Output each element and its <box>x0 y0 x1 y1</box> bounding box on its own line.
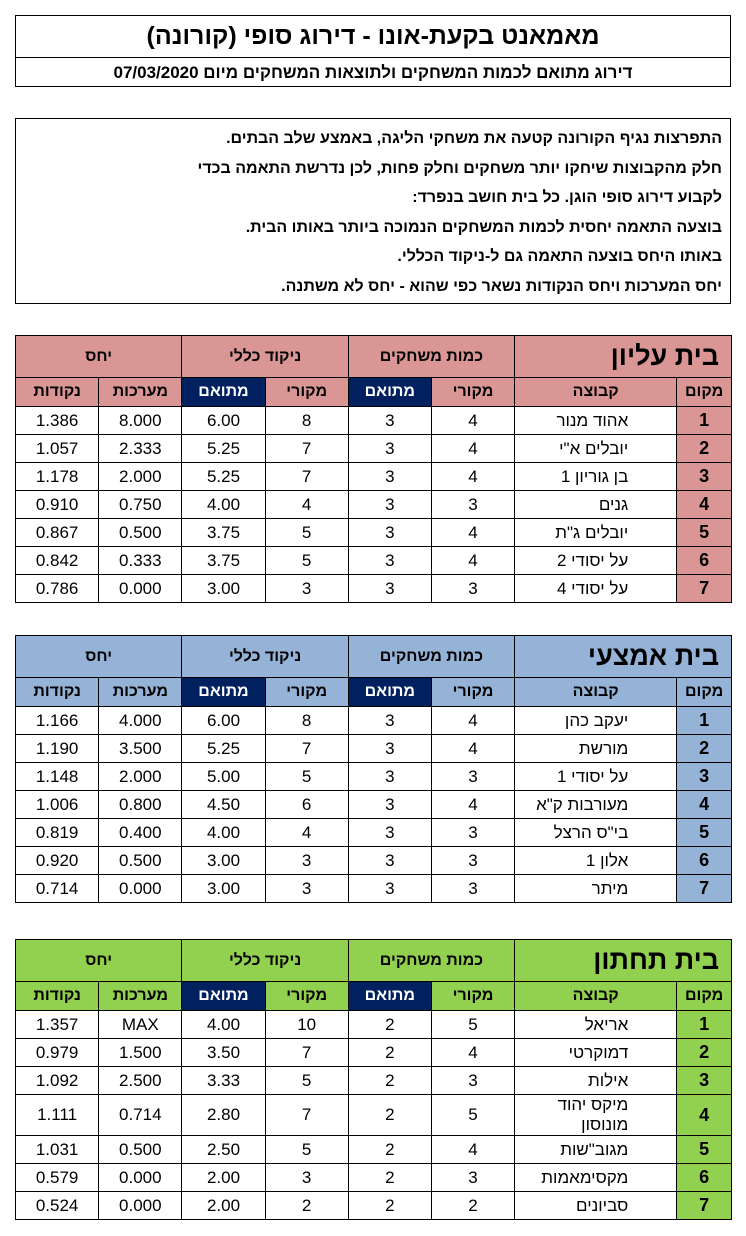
points-adjusted-cell: 2.50 <box>182 1136 265 1164</box>
table-row <box>16 707 732 735</box>
rank-cell: 5 <box>677 1136 732 1164</box>
team-cell: יובלים א"י <box>515 435 677 463</box>
table-row <box>16 547 732 575</box>
games-adjusted-cell: 3 <box>348 547 431 575</box>
ratio-group-header: יחס <box>16 636 182 678</box>
table-row <box>16 735 732 763</box>
rank-cell: 1 <box>677 407 732 435</box>
points-original-cell: 8 <box>265 407 348 435</box>
points-original-cell: 2 <box>265 1192 348 1220</box>
points-original-cell: 3 <box>265 847 348 875</box>
points-original-header: מקורי <box>265 378 348 407</box>
points-ratio-cell: 0.819 <box>16 819 99 847</box>
points-original-cell: 7 <box>265 463 348 491</box>
games-original-cell: 3 <box>431 819 514 847</box>
team-cell: מקסימאמות <box>515 1164 677 1192</box>
team-cell: דמוקרטי <box>515 1039 677 1067</box>
rank-cell: 1 <box>677 707 732 735</box>
rank-cell: 6 <box>677 1164 732 1192</box>
games-original-cell: 4 <box>431 735 514 763</box>
team-cell: אילות <box>515 1067 677 1095</box>
games-original-cell: 3 <box>431 491 514 519</box>
points-adjusted-cell: 4.00 <box>182 491 265 519</box>
house-name: בית תחתון <box>515 940 732 982</box>
ratio-group-header: יחס <box>16 940 182 982</box>
games-adjusted-cell: 3 <box>348 735 431 763</box>
table-row <box>16 763 732 791</box>
games-original-cell: 3 <box>431 875 514 903</box>
points-original-cell: 5 <box>265 763 348 791</box>
table-row <box>16 407 732 435</box>
explanation-line: בוצעה התאמה יחסית לכמות המשחקים הנמוכה ביותר באותו הבית. <box>245 218 722 236</box>
team-cell: על יסודי 1 <box>515 763 677 791</box>
sets-ratio-cell: MAX <box>99 1011 182 1039</box>
points-ratio-cell: 1.092 <box>16 1067 99 1095</box>
sets-ratio-cell: 0.000 <box>99 1192 182 1220</box>
team-header: קבוצה <box>515 678 677 707</box>
points-original-header: מקורי <box>265 678 348 707</box>
points-adjusted-cell: 3.00 <box>182 847 265 875</box>
rank-header: מקום <box>677 678 732 707</box>
rank-cell: 5 <box>677 519 732 547</box>
points-ratio-cell: 0.524 <box>16 1192 99 1220</box>
rank-cell: 4 <box>677 1095 732 1136</box>
games-original-cell: 5 <box>431 1095 514 1136</box>
points-adjusted-cell: 6.00 <box>182 407 265 435</box>
team-cell: גנים <box>515 491 677 519</box>
games-adjusted-cell: 3 <box>348 847 431 875</box>
games-adjusted-cell: 3 <box>348 519 431 547</box>
points-ratio-cell: 1.357 <box>16 1011 99 1039</box>
sets-ratio-cell: 0.000 <box>99 1164 182 1192</box>
games-adjusted-header: מתואם <box>348 678 431 707</box>
team-cell: סביונים <box>515 1192 677 1220</box>
points-original-cell: 5 <box>265 519 348 547</box>
points-original-cell: 7 <box>265 1039 348 1067</box>
table-row <box>16 1067 732 1095</box>
team-cell: מיתר <box>515 875 677 903</box>
points-original-cell: 7 <box>265 1095 348 1136</box>
games-adjusted-cell: 3 <box>348 791 431 819</box>
points-adjusted-cell: 2.80 <box>182 1095 265 1136</box>
explanation-line: יחס המערכות ויחס הנקודות נשאר כפי שהוא - יחס לא משתנה. <box>281 277 722 295</box>
games-original-cell: 2 <box>431 1192 514 1220</box>
games-adjusted-cell: 3 <box>348 491 431 519</box>
points-adjusted-cell: 5.25 <box>182 463 265 491</box>
table-row <box>16 1136 732 1164</box>
games-original-cell: 3 <box>431 763 514 791</box>
explanation-box <box>15 118 731 304</box>
games-original-cell: 4 <box>431 707 514 735</box>
points-ratio-header: נקודות <box>16 982 99 1011</box>
sets-ratio-cell: 0.500 <box>99 847 182 875</box>
points-adjusted-cell: 2.00 <box>182 1164 265 1192</box>
points-ratio-cell: 1.166 <box>16 707 99 735</box>
games-adjusted-cell: 2 <box>348 1067 431 1095</box>
games-adjusted-cell: 3 <box>348 875 431 903</box>
games-adjusted-cell: 2 <box>348 1164 431 1192</box>
sets-ratio-cell: 0.500 <box>99 519 182 547</box>
sets-ratio-cell: 0.333 <box>99 547 182 575</box>
table-row <box>16 491 732 519</box>
sets-ratio-cell: 0.750 <box>99 491 182 519</box>
table-row <box>16 463 732 491</box>
rank-header: מקום <box>677 982 732 1011</box>
games-original-cell: 4 <box>431 435 514 463</box>
table-row <box>16 1192 732 1220</box>
page-subtitle: דירוג מתואם לכמות המשחקים ולתוצאות המשחקים מיום 07/03/2020 <box>113 63 633 82</box>
team-header: קבוצה <box>515 378 677 407</box>
explanation-line: באותו היחס בוצעה התאמה גם ל-ניקוד הכללי. <box>397 248 722 265</box>
points-group-header: ניקוד כללי <box>182 336 348 378</box>
house-name: בית אמצעי <box>515 636 732 678</box>
points-original-cell: 5 <box>265 547 348 575</box>
games-original-cell: 4 <box>431 407 514 435</box>
points-ratio-cell: 0.910 <box>16 491 99 519</box>
rank-cell: 2 <box>677 1039 732 1067</box>
points-original-cell: 6 <box>265 791 348 819</box>
points-adjusted-cell: 3.75 <box>182 547 265 575</box>
standings-table-top <box>15 335 732 603</box>
rank-cell: 7 <box>677 1192 732 1220</box>
table-row <box>16 575 732 603</box>
games-original-header: מקורי <box>431 378 514 407</box>
table-row <box>16 519 732 547</box>
rank-cell: 4 <box>677 791 732 819</box>
points-ratio-cell: 0.714 <box>16 875 99 903</box>
points-original-header: מקורי <box>265 982 348 1011</box>
points-ratio-cell: 1.178 <box>16 463 99 491</box>
points-original-cell: 4 <box>265 491 348 519</box>
games-group-header: כמות משחקים <box>348 636 514 678</box>
team-cell: יעקב כהן <box>515 707 677 735</box>
table-row <box>16 1164 732 1192</box>
points-adjusted-header: מתואם <box>182 378 265 407</box>
games-adjusted-cell: 3 <box>348 435 431 463</box>
games-original-cell: 5 <box>431 1011 514 1039</box>
sets-ratio-cell: 4.000 <box>99 707 182 735</box>
team-cell: מיקס יהוד מונוסון <box>515 1095 677 1136</box>
games-original-header: מקורי <box>431 678 514 707</box>
points-ratio-cell: 1.031 <box>16 1136 99 1164</box>
team-cell: על יסודי 2 <box>515 547 677 575</box>
games-adjusted-cell: 2 <box>348 1039 431 1067</box>
sets-ratio-cell: 3.500 <box>99 735 182 763</box>
points-adjusted-cell: 4.00 <box>182 819 265 847</box>
rank-cell: 3 <box>677 763 732 791</box>
table-row <box>16 1095 732 1136</box>
rank-cell: 1 <box>677 1011 732 1039</box>
team-cell: בי"ס הרצל <box>515 819 677 847</box>
points-adjusted-cell: 3.00 <box>182 875 265 903</box>
points-ratio-cell: 1.006 <box>16 791 99 819</box>
rank-cell: 2 <box>677 735 732 763</box>
games-original-cell: 4 <box>431 791 514 819</box>
table-row <box>16 435 732 463</box>
games-adjusted-cell: 3 <box>348 763 431 791</box>
games-original-cell: 4 <box>431 519 514 547</box>
explanation-line: חלק מהקבוצות שיחקו יותר משחקים וחלק פחות, לכן נדרשת התאמה בכדי <box>197 159 722 177</box>
rank-cell: 7 <box>677 875 732 903</box>
games-adjusted-header: מתואם <box>348 982 431 1011</box>
team-cell: על יסודי 4 <box>515 575 677 603</box>
team-cell: יובלים ג"ת <box>515 519 677 547</box>
points-adjusted-cell: 2.00 <box>182 1192 265 1220</box>
sets-ratio-cell: 0.500 <box>99 1136 182 1164</box>
sets-ratio-cell: 0.000 <box>99 875 182 903</box>
sets-ratio-cell: 0.714 <box>99 1095 182 1136</box>
games-adjusted-cell: 3 <box>348 707 431 735</box>
games-adjusted-cell: 3 <box>348 407 431 435</box>
sets-ratio-header: מערכות <box>99 982 182 1011</box>
points-original-cell: 3 <box>265 875 348 903</box>
table-row <box>16 791 732 819</box>
rank-header: מקום <box>677 378 732 407</box>
games-original-cell: 3 <box>431 575 514 603</box>
rank-cell: 7 <box>677 575 732 603</box>
points-adjusted-cell: 4.50 <box>182 791 265 819</box>
games-original-cell: 4 <box>431 1136 514 1164</box>
table-row <box>16 847 732 875</box>
points-original-cell: 7 <box>265 435 348 463</box>
games-adjusted-cell: 2 <box>348 1011 431 1039</box>
team-cell: מורשת <box>515 735 677 763</box>
ratio-group-header: יחס <box>16 336 182 378</box>
rank-cell: 2 <box>677 435 732 463</box>
table-row <box>16 819 732 847</box>
sets-ratio-cell: 2.500 <box>99 1067 182 1095</box>
points-adjusted-cell: 3.33 <box>182 1067 265 1095</box>
sets-ratio-cell: 2.333 <box>99 435 182 463</box>
sets-ratio-cell: 8.000 <box>99 407 182 435</box>
games-adjusted-cell: 2 <box>348 1136 431 1164</box>
games-original-cell: 4 <box>431 463 514 491</box>
page-title: מאמאנט בקעת-אונו - דירוג סופי (קורונה) <box>16 16 730 58</box>
team-cell: אהוד מנור <box>515 407 677 435</box>
team-cell: אלון 1 <box>515 847 677 875</box>
rank-cell: 6 <box>677 847 732 875</box>
points-adjusted-header: מתואם <box>182 982 265 1011</box>
points-original-cell: 3 <box>265 1164 348 1192</box>
points-adjusted-cell: 4.00 <box>182 1011 265 1039</box>
sets-ratio-header: מערכות <box>99 678 182 707</box>
sets-ratio-cell: 0.800 <box>99 791 182 819</box>
points-adjusted-cell: 5.00 <box>182 763 265 791</box>
team-header: קבוצה <box>515 982 677 1011</box>
points-adjusted-header: מתואם <box>182 678 265 707</box>
rank-cell: 6 <box>677 547 732 575</box>
points-adjusted-cell: 3.75 <box>182 519 265 547</box>
explanation-line: לקבוע דירוג סופי הוגן. כל בית חושב בנפרד: <box>412 189 722 206</box>
games-original-cell: 4 <box>431 547 514 575</box>
points-original-cell: 8 <box>265 707 348 735</box>
games-adjusted-cell: 2 <box>348 1192 431 1220</box>
games-adjusted-cell: 3 <box>348 819 431 847</box>
rank-cell: 3 <box>677 1067 732 1095</box>
games-group-header: כמות משחקים <box>348 336 514 378</box>
team-cell: מגוב"שות <box>515 1136 677 1164</box>
table-row <box>16 1039 732 1067</box>
points-group-header: ניקוד כללי <box>182 636 348 678</box>
points-ratio-cell: 0.979 <box>16 1039 99 1067</box>
points-ratio-cell: 1.057 <box>16 435 99 463</box>
explanation-line: התפרצות נגיף הקורונה קטעה את משחקי הליגה, באמצע שלב הבתים. <box>226 130 722 147</box>
points-adjusted-cell: 3.50 <box>182 1039 265 1067</box>
points-ratio-header: נקודות <box>16 378 99 407</box>
points-ratio-cell: 1.111 <box>16 1095 99 1136</box>
points-original-cell: 5 <box>265 1136 348 1164</box>
games-original-header: מקורי <box>431 982 514 1011</box>
games-adjusted-cell: 3 <box>348 575 431 603</box>
standings-table-middle <box>15 635 732 903</box>
points-adjusted-cell: 5.25 <box>182 435 265 463</box>
sets-ratio-cell: 0.000 <box>99 575 182 603</box>
games-adjusted-cell: 2 <box>348 1095 431 1136</box>
house-name: בית עליון <box>515 336 732 378</box>
sets-ratio-cell: 2.000 <box>99 763 182 791</box>
points-original-cell: 7 <box>265 735 348 763</box>
points-group-header: ניקוד כללי <box>182 940 348 982</box>
points-original-cell: 10 <box>265 1011 348 1039</box>
points-original-cell: 3 <box>265 575 348 603</box>
team-cell: בן גוריון 1 <box>515 463 677 491</box>
team-cell: אריאל <box>515 1011 677 1039</box>
points-original-cell: 5 <box>265 1067 348 1095</box>
points-original-cell: 4 <box>265 819 348 847</box>
points-adjusted-cell: 6.00 <box>182 707 265 735</box>
sets-ratio-cell: 1.500 <box>99 1039 182 1067</box>
points-ratio-cell: 1.190 <box>16 735 99 763</box>
rank-cell: 4 <box>677 491 732 519</box>
title-box <box>15 15 731 87</box>
points-adjusted-cell: 3.00 <box>182 575 265 603</box>
points-ratio-cell: 0.842 <box>16 547 99 575</box>
games-group-header: כמות משחקים <box>348 940 514 982</box>
games-original-cell: 3 <box>431 1067 514 1095</box>
games-original-cell: 3 <box>431 1164 514 1192</box>
points-ratio-header: נקודות <box>16 678 99 707</box>
games-adjusted-cell: 3 <box>348 463 431 491</box>
standings-table-bottom <box>15 939 732 1220</box>
table-row <box>16 875 732 903</box>
games-adjusted-header: מתואם <box>348 378 431 407</box>
points-ratio-cell: 1.148 <box>16 763 99 791</box>
points-adjusted-cell: 5.25 <box>182 735 265 763</box>
points-ratio-cell: 0.867 <box>16 519 99 547</box>
points-ratio-cell: 0.579 <box>16 1164 99 1192</box>
games-original-cell: 4 <box>431 1039 514 1067</box>
table-row <box>16 1011 732 1039</box>
games-original-cell: 3 <box>431 847 514 875</box>
rank-cell: 5 <box>677 819 732 847</box>
sets-ratio-cell: 2.000 <box>99 463 182 491</box>
rank-cell: 3 <box>677 463 732 491</box>
points-ratio-cell: 1.386 <box>16 407 99 435</box>
points-ratio-cell: 0.920 <box>16 847 99 875</box>
sets-ratio-cell: 0.400 <box>99 819 182 847</box>
team-cell: מעורבות ק"א <box>515 791 677 819</box>
sets-ratio-header: מערכות <box>99 378 182 407</box>
points-ratio-cell: 0.786 <box>16 575 99 603</box>
